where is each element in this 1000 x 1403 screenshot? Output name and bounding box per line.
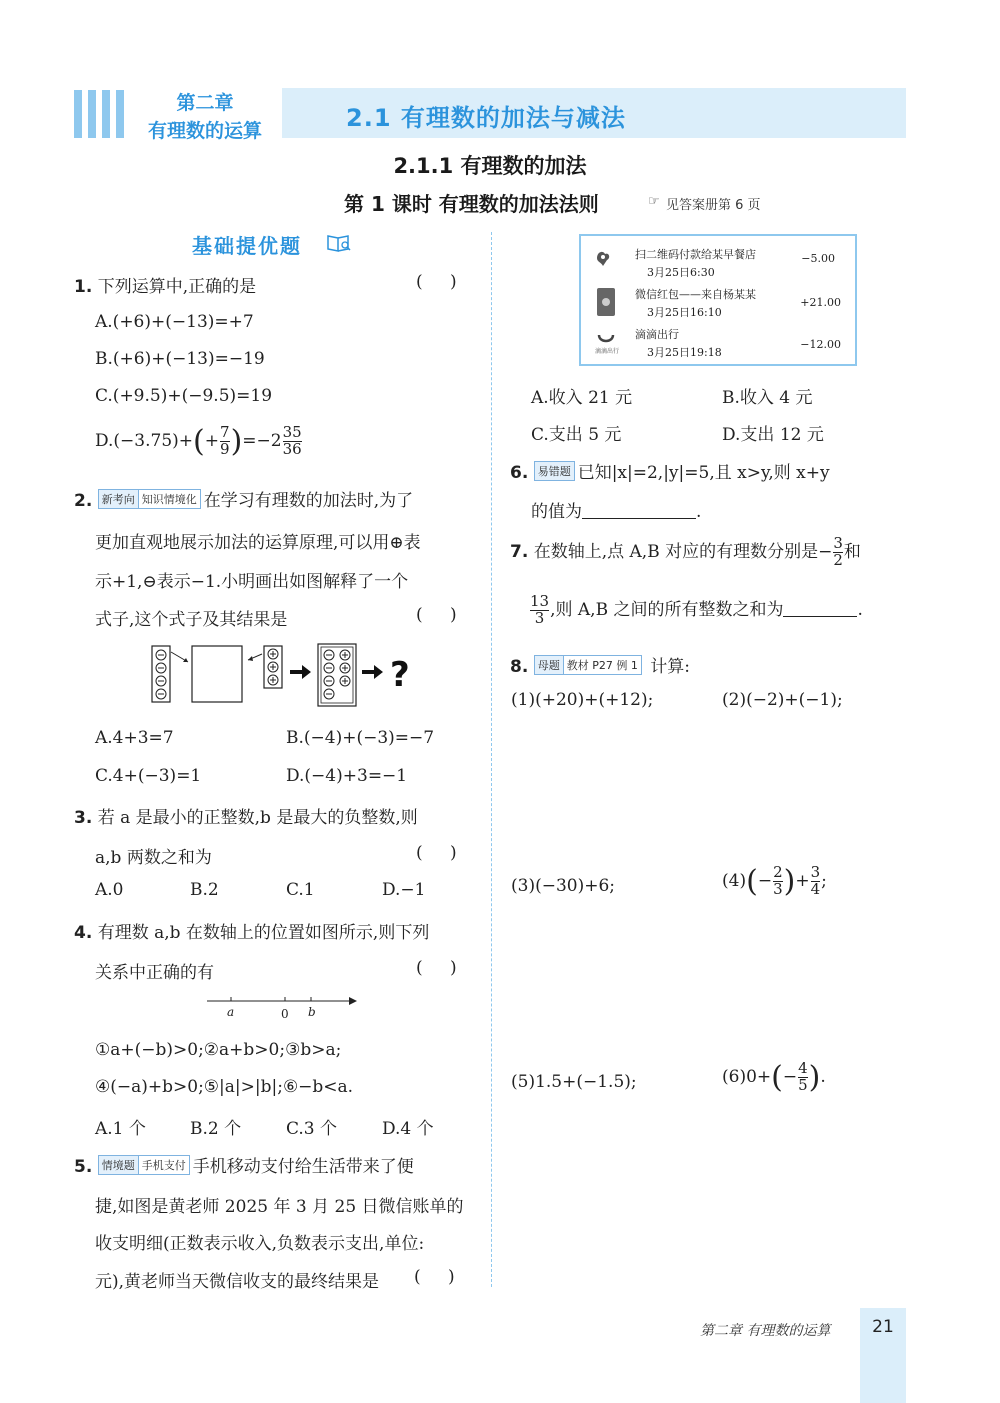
red-packet-icon [597, 288, 615, 316]
question-line: 式子,这个式子及其结果是 [95, 610, 288, 630]
question-number: 3. [74, 808, 93, 828]
subproblem-2: (2)(−2)+(−1); [722, 690, 843, 710]
bill-amount: −12.00 [800, 338, 841, 351]
bill-title: 微信红包——来自杨某某 [635, 288, 756, 301]
qr-pay-icon [593, 248, 613, 268]
denominator: 2 [833, 550, 843, 569]
didi-label: 滴滴出行 [595, 348, 620, 355]
option-d[interactable]: D.支出 12 元 [722, 425, 824, 445]
fraction [773, 865, 783, 898]
answer-paren[interactable]: ( ) [416, 272, 457, 292]
answer-paren[interactable]: ( ) [414, 1267, 455, 1287]
numerator: 7 [220, 423, 230, 442]
tag-scenario: 情境题 [98, 1155, 139, 1175]
question-number: 7. [510, 541, 529, 562]
page-number: 21 [872, 1317, 894, 1337]
right-paren: ) [808, 1060, 821, 1095]
question-7 [510, 536, 861, 569]
bill-amount: −5.00 [801, 252, 835, 265]
bill-title: 滴滴出行 [635, 328, 679, 341]
question-stem: 下列运算中,正确的是 [97, 277, 257, 297]
section-label: 基础提优题 [192, 234, 302, 258]
answer-blank[interactable] [783, 601, 857, 617]
question-line: 有理数 a,b 在数轴上的位置如图所示,则下列 [97, 923, 430, 943]
footer-chapter: 第二章 有理数的运算 [700, 1323, 831, 1339]
fraction [283, 425, 302, 458]
subsection-title: 2.1.1 有理数的加法 [393, 154, 587, 178]
question-line: a,b 两数之和为 [95, 848, 212, 868]
denominator: 3 [773, 880, 783, 898]
question-number: 2. [74, 491, 93, 511]
tag-mobile-pay: 手机支付 [138, 1155, 190, 1175]
question-2 [74, 486, 484, 511]
option-b[interactable]: B.收入 4 元 [722, 388, 813, 408]
question-line: 更加直观地展示加法的运算原理,可以用⊕表 [95, 533, 421, 553]
tag-knowledge: 知识情境化 [138, 489, 201, 509]
period: . [857, 599, 863, 620]
header-stripe [116, 90, 124, 138]
question-mark: ? [390, 655, 410, 695]
subproblem-1: (1)(+20)+(+12); [511, 690, 654, 710]
question-7-line2 [529, 594, 863, 627]
option-a[interactable]: A.1 个 [95, 1119, 146, 1139]
right-paren: ) [230, 424, 243, 459]
bill-amount: +21.00 [800, 296, 841, 309]
option-a[interactable]: A.(+6)+(−13)=+7 [95, 312, 254, 332]
addition-diagram [150, 640, 420, 717]
bill-time: 3月25日6:30 [647, 266, 715, 279]
statement-line: ④(−a)+b>0;⑤|a|>|b|;⑥−b<a. [95, 1077, 354, 1097]
fraction [833, 536, 843, 569]
column-divider [491, 232, 492, 1287]
hand-pointer-icon: ☞ [648, 194, 660, 209]
subproblem-5: (5)1.5+(−1.5); [511, 1072, 637, 1092]
numerator: 35 [282, 423, 302, 442]
numerator: 3 [810, 863, 821, 882]
fraction [811, 865, 821, 898]
left-paren: ( [193, 424, 205, 459]
option-b[interactable]: B.(−4)+(−3)=−7 [286, 728, 435, 748]
bill-row [581, 246, 855, 282]
axis-label-a: a [227, 1005, 235, 1019]
question-line: 已知|x|=2,|y|=5,且 x>y,则 x+y [577, 463, 830, 483]
question-number: 5. [74, 1157, 93, 1177]
section-title: 2.1 有理数的加法与减法 [346, 104, 626, 132]
subproblem-label: (6)0+ [722, 1067, 772, 1087]
answer-paren[interactable]: ( ) [416, 605, 457, 625]
fraction [220, 425, 230, 458]
semicolon: ; [821, 871, 827, 891]
answer-reference: 见答案册第 6 页 [666, 198, 761, 213]
statement-line: ①a+(−b)>0;②a+b>0;③b>a; [95, 1040, 342, 1060]
question-stem: 计算: [650, 657, 690, 677]
bill-row [581, 326, 855, 362]
option-d[interactable]: D.−1 [382, 880, 426, 900]
denominator: 36 [282, 440, 302, 458]
subproblem-3: (3)(−30)+6; [511, 876, 616, 896]
question-1 [74, 272, 474, 297]
option-c[interactable]: C.支出 5 元 [531, 425, 622, 445]
option-b[interactable]: B.2 个 [190, 1119, 242, 1139]
question-6 [510, 458, 830, 483]
tag-error-prone: 易错题 [534, 461, 575, 481]
equals-part: =−2 [242, 431, 282, 451]
option-a[interactable]: A.0 [95, 880, 124, 900]
option-c[interactable]: C.1 [286, 880, 315, 900]
option-d[interactable]: D.(−4)+3=−1 [286, 766, 408, 786]
question-3 [74, 803, 418, 828]
answer-paren[interactable]: ( ) [416, 843, 457, 863]
bill-row [581, 286, 855, 322]
option-d[interactable]: D.4 个 [382, 1119, 434, 1139]
question-number: 6. [510, 463, 529, 483]
period: . [696, 502, 702, 522]
numerator: 2 [773, 863, 783, 882]
question-line: 在数轴上,点 A,B 对应的有理数分别是− [533, 541, 833, 562]
question-line: 在学习有理数的加法时,为了 [203, 491, 414, 511]
question-number: 1. [74, 277, 93, 297]
header-stripe [102, 90, 110, 138]
option-a[interactable]: A.收入 21 元 [531, 388, 633, 408]
wechat-bill [579, 234, 857, 366]
fraction [530, 594, 549, 627]
numerator: 3 [833, 534, 843, 552]
bill-title: 扫二维码付款给某早餐店 [635, 248, 756, 261]
question-line: 的值为 [531, 502, 582, 522]
subproblem-label: (4) [722, 871, 747, 891]
question-line: ,则 A,B 之间的所有整数之和为 [550, 599, 784, 620]
chapter-number: 第二章 [176, 92, 234, 114]
question-number: 8. [510, 657, 529, 677]
question-line: 和 [843, 541, 861, 562]
axis-label-b: b [308, 1005, 316, 1019]
question-line: 元),黄老师当天微信收支的最终结果是 [95, 1272, 380, 1292]
question-line: 收支明细(正数表示收入,负数表示支出,单位: [95, 1234, 425, 1254]
option-b[interactable]: B.(+6)+(−13)=−19 [95, 349, 265, 369]
header-stripe [74, 90, 82, 138]
numerator: 4 [798, 1059, 808, 1078]
bill-time: 3月25日19:18 [647, 346, 722, 359]
question-line: 捷,如图是黄老师 2025 年 3 月 25 日微信账单的 [95, 1197, 464, 1217]
plus-sign: + [204, 431, 220, 451]
question-line: 若 a 是最小的正整数,b 是最大的负整数,则 [97, 808, 418, 828]
tag-new-direction: 新考向 [98, 489, 139, 509]
tag-mother-problem: 母题 [534, 655, 564, 675]
question-5 [74, 1152, 414, 1177]
denominator: 5 [798, 1076, 808, 1094]
lesson-title: 第 1 课时 有理数的加法法则 [344, 192, 599, 216]
denominator: 9 [220, 440, 230, 458]
option-c[interactable]: C.(+9.5)+(−9.5)=19 [95, 386, 273, 406]
didi-icon [595, 330, 617, 344]
period: . [820, 1067, 826, 1087]
question-6-line2 [531, 497, 701, 522]
question-number: 4. [74, 923, 93, 943]
option-c[interactable]: C.3 个 [286, 1119, 338, 1139]
question-line: 关系中正确的有 [95, 963, 214, 983]
numerator: 13 [530, 592, 550, 610]
subproblem-4: (4)(− $\frac{2}{3}$ )+ $\frac{3}{4}$ ; [722, 863, 827, 899]
fraction [798, 1061, 808, 1094]
subproblem-6: (6)0+(− $\frac{4}{5}$ ). [722, 1059, 826, 1095]
answer-blank[interactable] [582, 503, 696, 519]
option-b[interactable]: B.2 [190, 880, 219, 900]
chapter-name: 有理数的运算 [147, 120, 262, 142]
question-line: 示+1,⊖表示−1.小明画出如图解释了一个 [95, 572, 409, 592]
left-paren: ( [771, 1060, 783, 1095]
number-line [205, 992, 365, 1027]
tag-textbook: 教材 P27 例 1 [563, 655, 642, 675]
answer-paren[interactable]: ( ) [416, 958, 457, 978]
question-line: 手机移动支付给生活带来了便 [192, 1157, 414, 1177]
option-a[interactable]: A.4+3=7 [95, 728, 174, 748]
bill-time: 3月25日16:10 [647, 306, 722, 319]
question-8 [510, 652, 690, 677]
right-paren: ) [783, 864, 796, 899]
option-c[interactable]: C.4+(−3)=1 [95, 766, 202, 786]
option-d[interactable] [95, 424, 303, 459]
plus-sign: + [795, 871, 810, 891]
book-icon [326, 233, 352, 258]
denominator: 4 [810, 880, 821, 898]
option-d-prefix: D.(−3.75)+ [95, 431, 194, 451]
header-stripe [88, 90, 96, 138]
left-paren: ( [746, 864, 758, 899]
question-4 [74, 918, 429, 943]
axis-label-zero: 0 [281, 1007, 289, 1021]
denominator: 3 [534, 608, 545, 627]
